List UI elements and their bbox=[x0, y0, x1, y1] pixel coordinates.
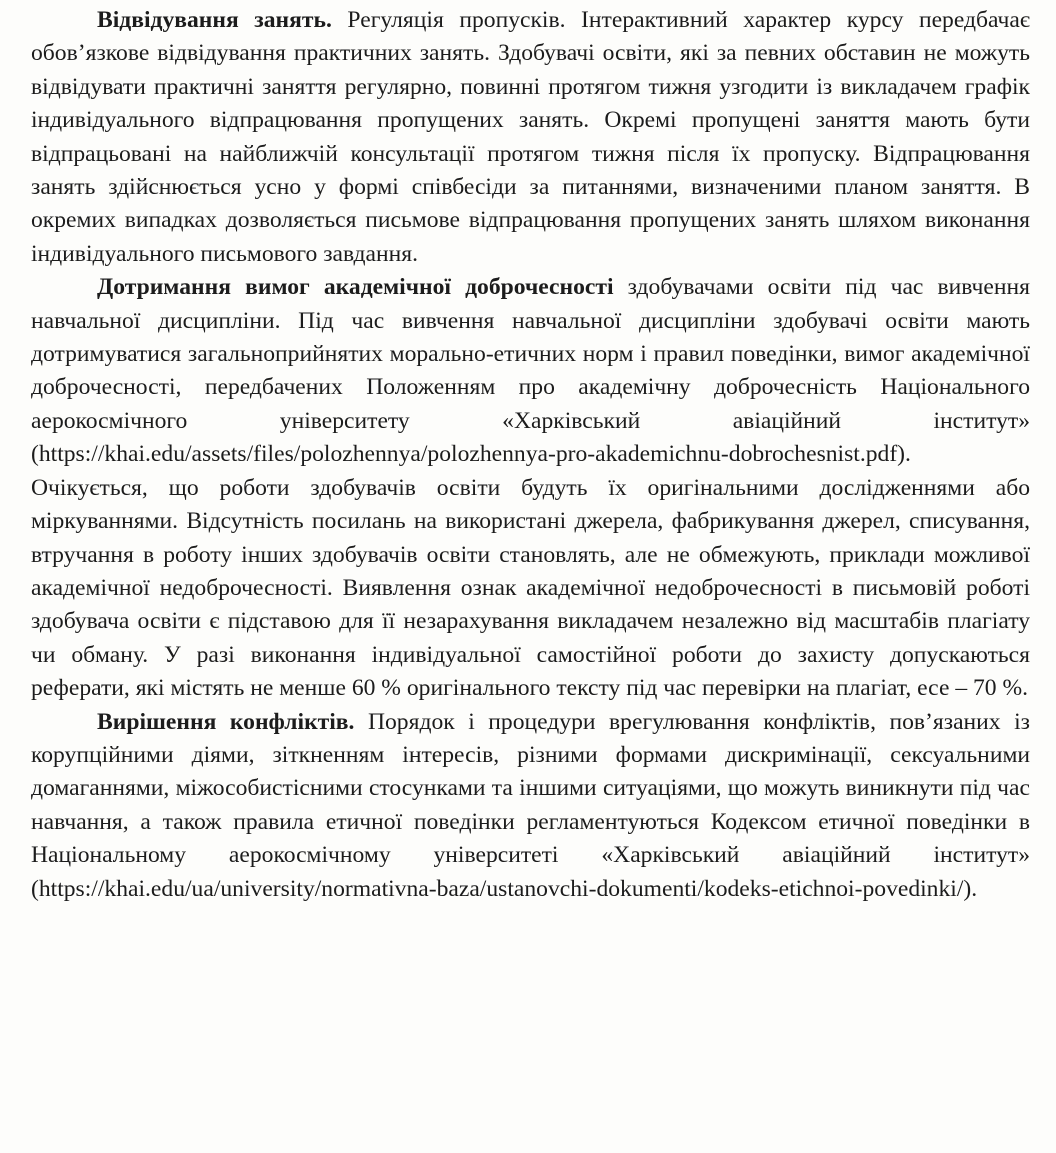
paragraph-academic-integrity-text: здобувачами освіти під час вивчення навчальної дисципліни. Під час вивчення навчальної дисципліни здобувачі освіти мають дотримуватися загальноприйнятих морально-етичних норм і правил поведінки, вимог академічної доброчесності, передбачених Положенням про академічну доброчесність Національного аерокосмічного університету «Харківський авіаційний інститут» (https://khai.edu/assets/files/polozhennya/polozhennya-pro-akademichnu-dobrochesnist.pdf). Очікується, що роботи здобувачів освіти будуть їх оригінальними дослідженнями або міркуваннями. Відсутність посилань на використані джерела, фабрикування джерел, списування, втручання в роботу інших здобувачів освіти становлять, але не обмежують, приклади можливої академічної недоброчесності. Виявлення ознак академічної недоброчесності в письмовій роботі здобувача освіти є підставою для її незарахування викладачем незалежно від масштабів плагіату чи обману. У разі виконання індивідуальної самостійної роботи до захисту допускаються реферати, які містять не менше 60 % оригінального тексту під час перевірки на плагіат, есе – 70 %. bbox=[31, 274, 1030, 702]
paragraph-academic-integrity bbox=[31, 271, 1030, 705]
heading-academic-integrity: Дотримання вимог академічної доброчесності bbox=[97, 274, 614, 301]
heading-attendance: Відвідування занять. bbox=[97, 7, 332, 33]
paragraph-attendance-text: Регуляція пропусків. Інтерактивний характер курсу передбачає обов’язкове відвідування практичних занять. Здобувачі освіти, які за певних обставин не можуть відвідувати практичні заняття регулярно, повинні протягом тижня узгодити із викладачем графік індивідуального відпрацювання пропущених занять. Окремі пропущені заняття мають бути відпрацьовані на найближчій консультації протягом тижня після їх пропуску. Відпрацювання занять здійснюється усно у формі співбесіди за питаннями, визначеними планом заняття. В окремих випадках дозволяється письмове відпрацювання пропущених занять шляхом виконання індивідуального письмового завдання. bbox=[31, 7, 1030, 267]
paragraph-conflict-resolution bbox=[31, 706, 1030, 906]
paragraph-conflict-resolution-text: Порядок і процедури врегулювання конфліктів, пов’язаних із корупційними діями, зіткненням інтересів, різними формами дискримінації, сексуальними домаганнями, міжособистісними стосунками та іншими ситуаціями, що можуть виникнути під час навчання, а також правила етичної поведінки регламентуються Кодексом етичної поведінки в Національному аерокосмічному університеті «Харківський авіаційний інститут» (https://khai.edu/ua/university/normativna-baza/ustanovchi-dokumenti/kodeks-etichnoi-povedinki/). bbox=[31, 708, 1030, 902]
heading-conflict-resolution: Вирішення конфліктів. bbox=[97, 708, 355, 735]
paragraph-attendance bbox=[31, 4, 1030, 271]
